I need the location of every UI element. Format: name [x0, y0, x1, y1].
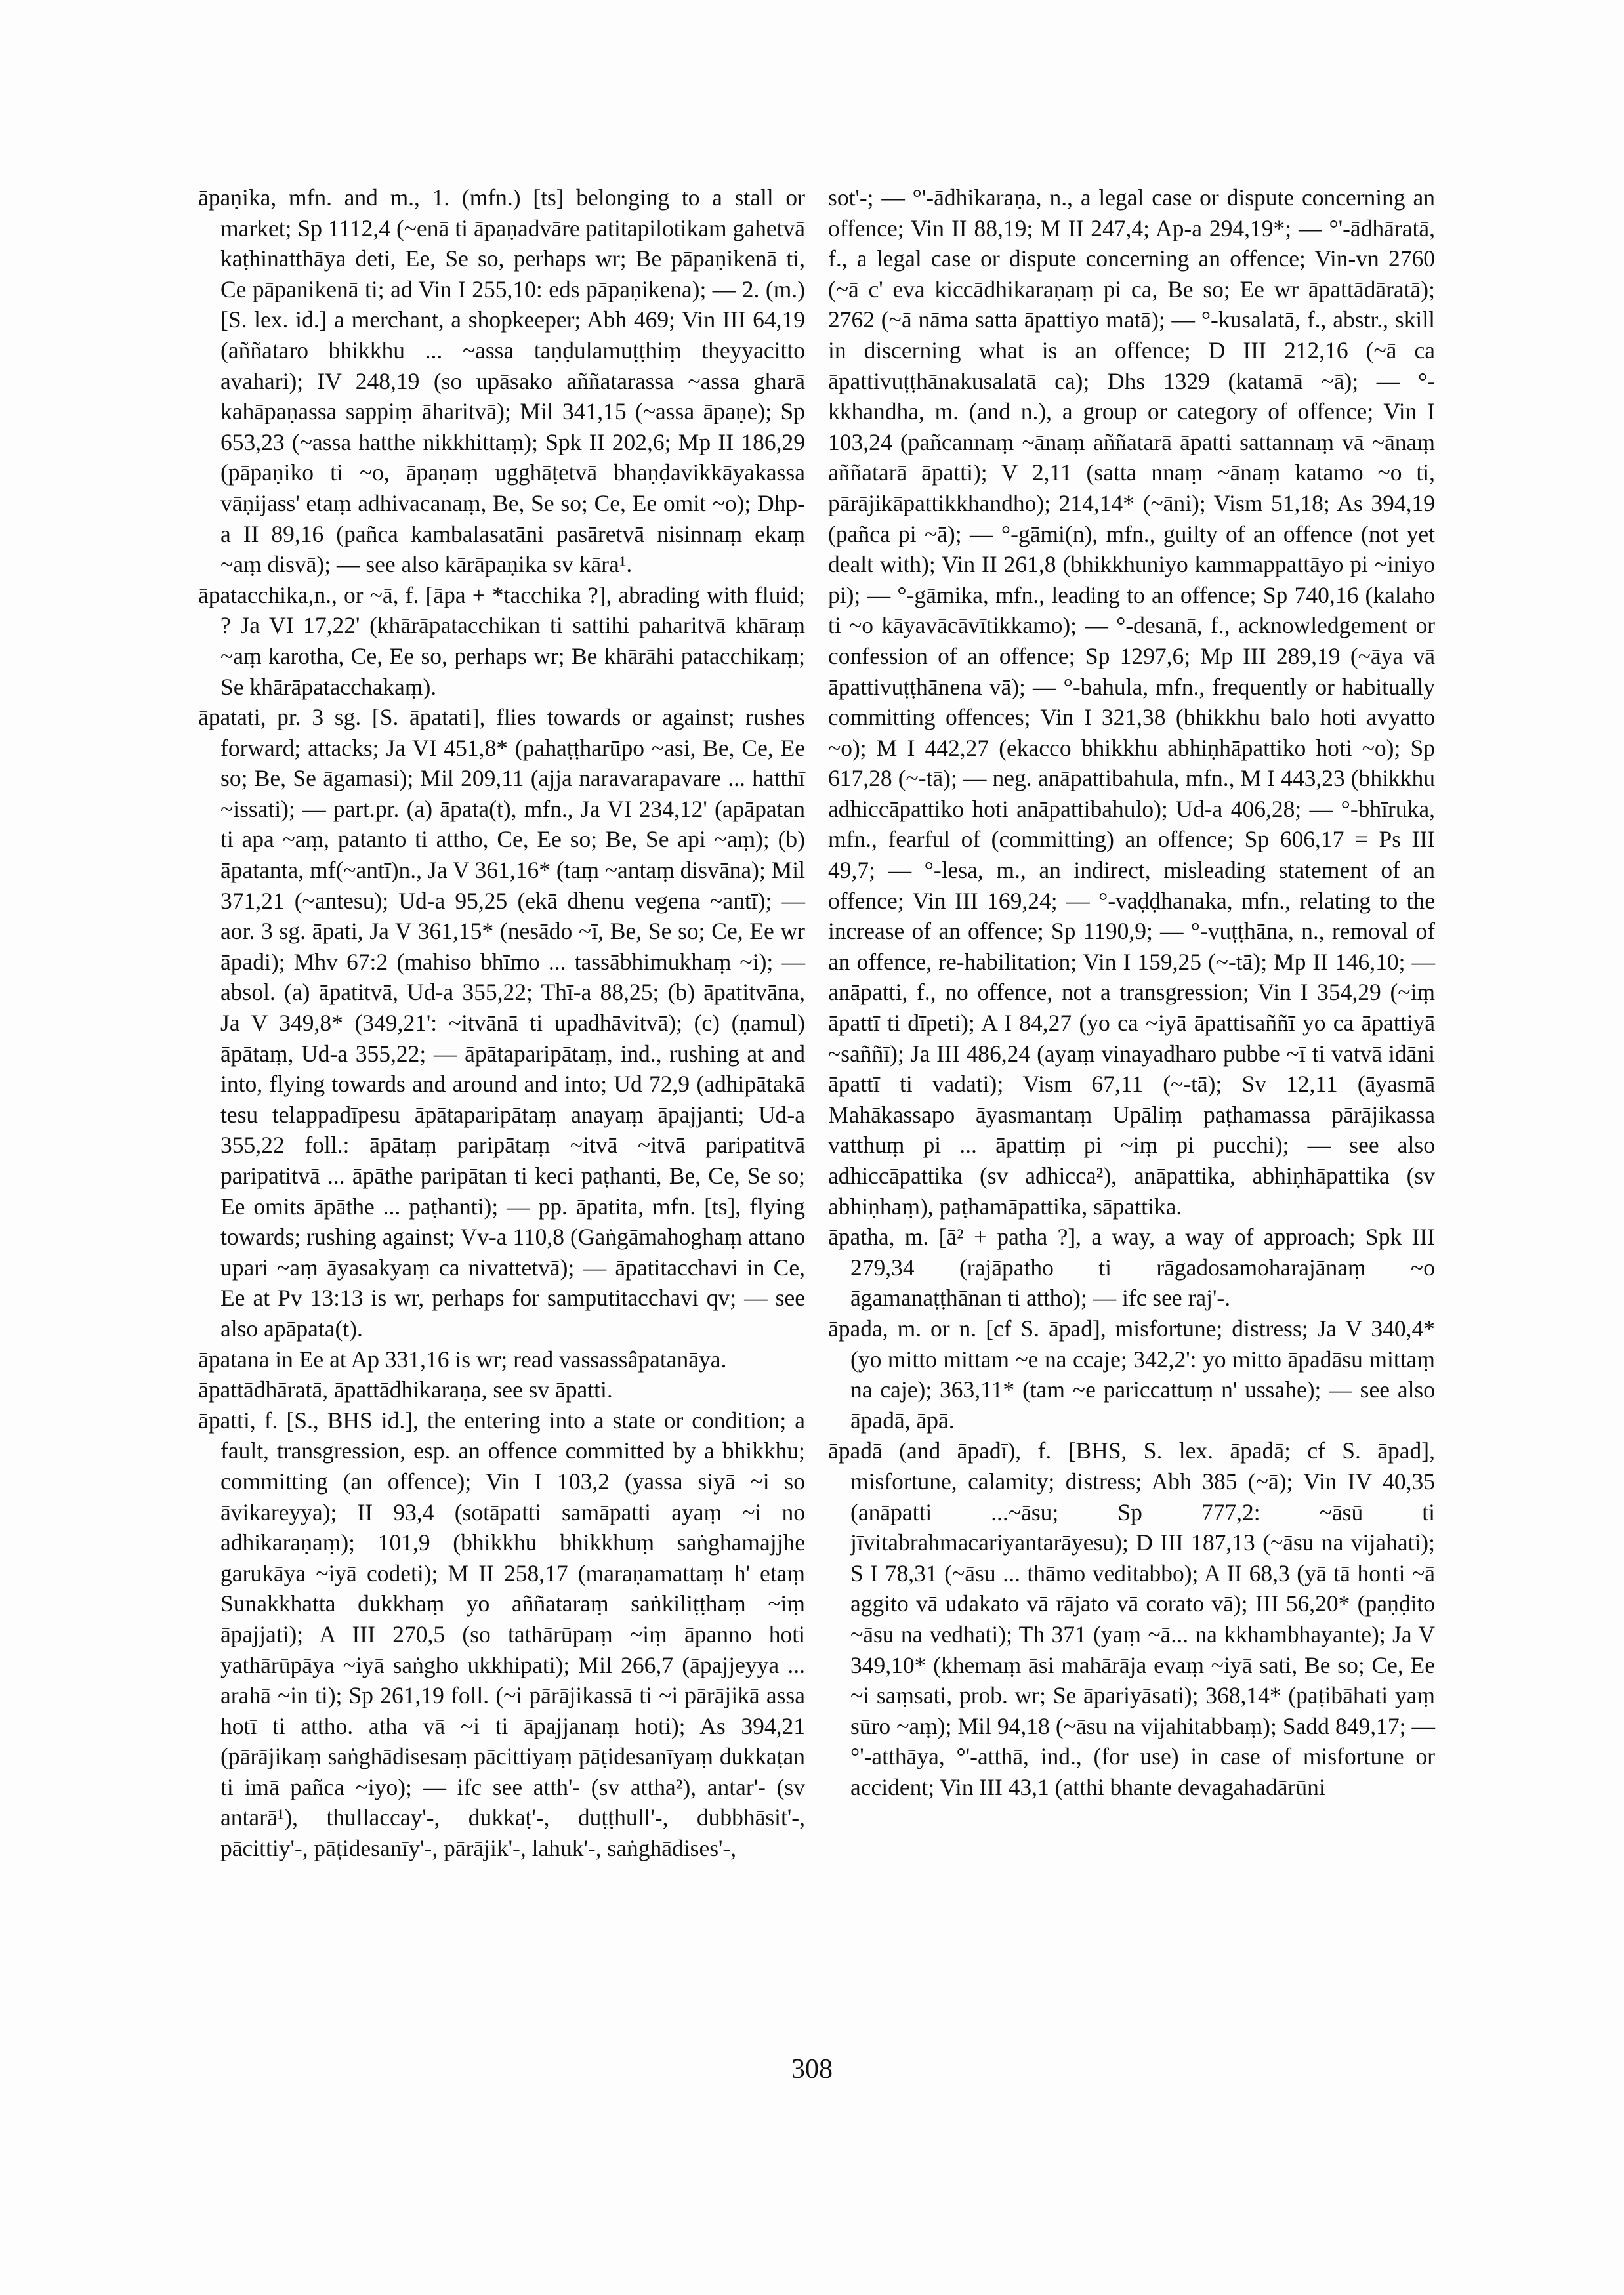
- right-column: [828, 182, 1435, 1802]
- dictionary-entry: āpatti, f. [S., BHS id.], the entering into a state or condition; a fault, transgression, esp. an offence committed by a bhikkhu; committing (an offence); Vin I 103,2 (yassa siyā ~i so āvikareyya); II 93,4 (sotāpatti samāpatti ayaṃ ~i no adhikaraṇaṃ); 101,9 (bhikkhu bhikkhuṃ saṅghamajjhe garukāya ~iyā codeti); M II 258,17 (maraṇamattaṃ h' etaṃ Sunakkhatta dukkhaṃ yo aññataraṃ saṅkiliṭṭhaṃ ~iṃ āpajjati); A III 270,5 (so tathārūpaṃ ~iṃ āpanno hoti yathārūpāya ~iyā saṅgho ukkhipati); Mil 266,7 (āpajjeyya ... arahā ~in ti); Sp 261,19 foll. (~i pārājikassā ti ~i pārājikā assa hotī ti attho. atha vā ~i ti āpajjanaṃ hoti); As 394,21 (pārājikaṃ saṅghādisesaṃ pācittiyaṃ pāṭidesanīyaṃ dukkaṭan ti imā pañca ~iyo); — ifc see atth'- (sv attha²), antar'- (sv antarā¹), thullaccay'-, dukkaṭ'-, duṭṭhull'-, dubbhāsit'-, pācittiy'-, pāṭidesanīy'-, pārājik'-, lahuk'-, saṅghādises'-,: [198, 1407, 805, 1862]
- dictionary-entry: āpatacchika,n., or ~ā, f. [āpa + *tacchika ?], abrading with fluid; ? Ja VI 17,22' (khārāpatacchikan ti sattihi paharitvā khāraṃ ~aṃ karotha, Ce, Ee so, perhaps wr; Be khārāhi patacchikaṃ; Se khārāpatacchakaṃ).: [198, 581, 805, 700]
- dictionary-entry: āpaṇika, mfn. and m., 1. (mfn.) [ts] belonging to a stall or market; Sp 1112,4 (~enā ti āpaṇadvāre patitapilotikam gahetvā kaṭhinatthāya deti, Ee, Se so, perhaps wr; Be pāpaṇikenā ti, Ce pāpanikenā ti; ad Vin I 255,10: eds pāpaṇikena); — 2. (m.) [S. lex. id.] a merchant, a shopkeeper; Abh 469; Vin III 64,19 (aññataro bhikkhu ... ~assa taṇḍulamuṭṭhiṃ theyyacitto avahari); IV 248,19 (so upāsako aññatarassa ~assa gharā kahāpaṇassa sappiṃ āharitvā); Mil 341,15 (~assa āpaṇe); Sp 653,23 (~assa hatthe nikkhittaṃ); Spk II 202,6; Mp II 186,29 (pāpaṇiko ti ~o, āpaṇaṃ ugghāṭetvā bhaṇḍavikkāyakassa vāṇijass' etaṃ adhivacanaṃ, Be, Se so; Ce, Ee omit ~o); Dhp-a II 89,16 (pañca kambalasatāni pasāretvā nisinnaṃ ekaṃ ~aṃ disvā); — see also kārāpaṇika sv kāra¹.: [198, 184, 805, 578]
- dictionary-entry: āpattādhāratā, āpattādhikaraṇa, see sv āpatti.: [198, 1376, 613, 1403]
- dictionary-entry: āpatha, m. [ā² + patha ?], a way, a way of approach; Spk III 279,34 (rajāpatho ti rāgadosamoharajānaṃ ~o āgamanaṭṭhānan ti attho); — ifc see raj'-.: [828, 1224, 1435, 1312]
- dictionary-entry: āpatana in Ee at Ap 331,16 is wr; read vassassâpatanāya.: [198, 1346, 727, 1373]
- page-number: 308: [791, 2054, 833, 2084]
- dictionary-entry: āpadā (and āpadī), f. [BHS, S. lex. āpadā; cf S. āpad], misfortune, calamity; distress; Abh 385 (~ā); Vin IV 40,35 (anāpatti ...~āsu; Sp 777,2: ~āsū ti jīvitabrahmacariyantarāyesu); D III 187,13 (~āsu na vijahati); S I 78,31 (~āsu ... thāmo veditabbo); A II 68,3 (yā tā honti ~ā aggito vā udakato vā rājato vā corato vā); III 56,20* (paṇḍito ~āsu na vedhati); Th 371 (yaṃ ~ā... na kkhambhayante); Ja V 349,10* (khemaṃ āsi mahārāja evaṃ ~iyā sati, Be so; Ce, Ee ~i saṃsati, prob. wr; Se āpariyāsati); 368,14* (paṭibāhati yaṃ sūro ~aṃ); Mil 94,18 (~āsu na vijahitabbaṃ); Sadd 849,17; — °'-atthāya, °'-atthā, ind., (for use) in case of misfortune or accident; Vin III 43,1 (atthi bhante devagahadārūni: [828, 1437, 1435, 1800]
- left-column: [198, 182, 805, 1864]
- dictionary-entry-continued: sot'-; — °'-ādhikaraṇa, n., a legal case or dispute concerning an offence; Vin II 88,19; M II 247,4; Ap-a 294,19*; — °'-ādhāratā, f., a legal case or dispute concerning an offence; Vin-vn 2760 (~ā c' eva kiccādhikaraṇaṃ pi ca, Be so; Ee wr āpattādāratā); 2762 (~ā nāma satta āpattiyo matā); — °-kusalatā, f., abstr., skill in discerning what is an offence; D III 212,16 (~ā ca āpattivuṭṭhānakusalatā ca); Dhs 1329 (katamā ~ā); — °-kkhandha, m. (and n.), a group or category of offence; Vin I 103,24 (pañcannaṃ ~ānaṃ aññatarā āpatti sattannaṃ vā ~ānaṃ aññatarā āpatti); V 2,11 (satta nnaṃ ~ānaṃ katamo ~o ti, pārājikāpattikkhandho); 214,14* (~āni); Vism 51,18; As 394,19 (pañca pi ~ā); — °-gāmi(n), mfn., guilty of an offence (not yet dealt with); Vin II 261,8 (bhikkhuniyo kammappattāyo pi ~iniyo pi); — °-gāmika, mfn., leading to an offence; Sp 740,16 (kalaho ti ~o kāyavācāvītikkamo); — °-desanā, f., acknowledgement or confession of an offence; Sp 1297,6; Mp III 289,19 (~āya vā āpattivuṭṭhānena vā); — °-bahula, mfn., frequently or habitually committing offences; Vin I 321,38 (bhikkhu balo hoti avyatto ~o); M I 442,27 (ekacco bhikkhu abhiṇhāpattiko hoti ~o); Sp 617,28 (~-tā); — neg. anāpattibahula, mfn., M I 443,23 (bhikkhu adhiccāpattiko hoti anāpattibahulo); Ud-a 406,28; — °-bhīruka, mfn., fearful of (committing) an offence; Sp 606,17 = Ps III 49,7; — °-lesa, m., an indirect, misleading statement of an offence; Vin III 169,24; — °-vaḍḍhanaka, mfn., relating to the increase of an offence; Sp 1190,9; — °-vuṭṭhāna, n., removal of an offence, re-habilitation; Vin I 159,25 (~-tā); Mp II 146,10; — anāpatti, f., no offence, not a transgression; Vin I 354,29 (~iṃ āpattī ti dīpeti); A I 84,27 (yo ca ~iyā āpattisaññī yo ca āpattiyā ~saññī); Ja III 486,24 (ayaṃ vinayadharo pubbe ~ī ti vatvā idāni āpattī ti vadati); Vism 67,11 (~-tā); Sv 12,11 (āyasmā Mahākassapo āyasmantaṃ Upāliṃ paṭhamassa pārājikassa vatthuṃ pi ... āpattiṃ pi ~iṃ pi pucchi); — see also adhiccāpattika (sv adhicca²), anāpattika, abhiṇhāpattika (sv abhiṇhaṃ), paṭhamāpattika, sāpattika.: [828, 184, 1435, 1220]
- dictionary-entry: āpatati, pr. 3 sg. [S. āpatati], flies towards or against; rushes forward; attacks; Ja VI 451,8* (pahaṭṭharūpo ~asi, Be, Ce, Ee so; Be, Se āgamasi); Mil 209,11 (ajja naravarapavare ... hatthī ~issati); — part.pr. (a) āpata(t), mfn., Ja VI 234,12' (apāpatan ti apa ~aṃ, patanto ti attho, Ce, Ee so; Be, Se api ~aṃ); (b) āpatanta, mf(~antī)n., Ja V 361,16* (taṃ ~antaṃ disvāna); Mil 371,21 (~antesu); Ud-a 95,25 (ekā dhenu vegena ~antī); — aor. 3 sg. āpati, Ja V 361,15* (nesādo ~ī, Be, Se so; Ce, Ee wr āpadi); Mhv 67:2 (mahiso bhīmo ... tassābhimukhaṃ ~i); — absol. (a) āpatitvā, Ud-a 355,22; Thī-a 88,25; (b) āpatitvāna, Ja V 349,8* (349,21': ~itvānā ti upadhāvitvā); (c) (ṇamul) āpātaṃ, Ud-a 355,22; — āpātaparipātaṃ, ind., rushing at and into, flying towards and around and into; Ud 72,9 (adhipātakā tesu telappadīpesu āpātaparipātaṃ anayaṃ āpajjanti; Ud-a 355,22 foll.: āpātaṃ paripātaṃ ~itvā ~itvā paripatitvā paripatitvā ... āpāthe paripātan ti keci paṭhanti, Be, Ce, Se so; Ee omits āpāthe ... paṭhanti); — pp. āpatita, mfn. [ts], flying towards; rushing against; Vv-a 110,8 (Gaṅgāmahoghaṃ attano upari ~aṃ āyasakyaṃ ca nivattetvā); — āpatitacchavi in Ce, Ee at Pv 13:13 is wr, perhaps for samputitacchavi qv; — see also apāpata(t).: [198, 704, 805, 1342]
- dictionary-entry: āpada, m. or n. [cf S. āpad], misfortune; distress; Ja V 340,4* (yo mitto mittam ~e na ccaje; 342,2': yo mitto āpadāsu mittaṃ na caje); 363,11* (tam ~e pariccattuṃ n' ussahe); — see also āpadā, āpā.: [828, 1315, 1435, 1434]
